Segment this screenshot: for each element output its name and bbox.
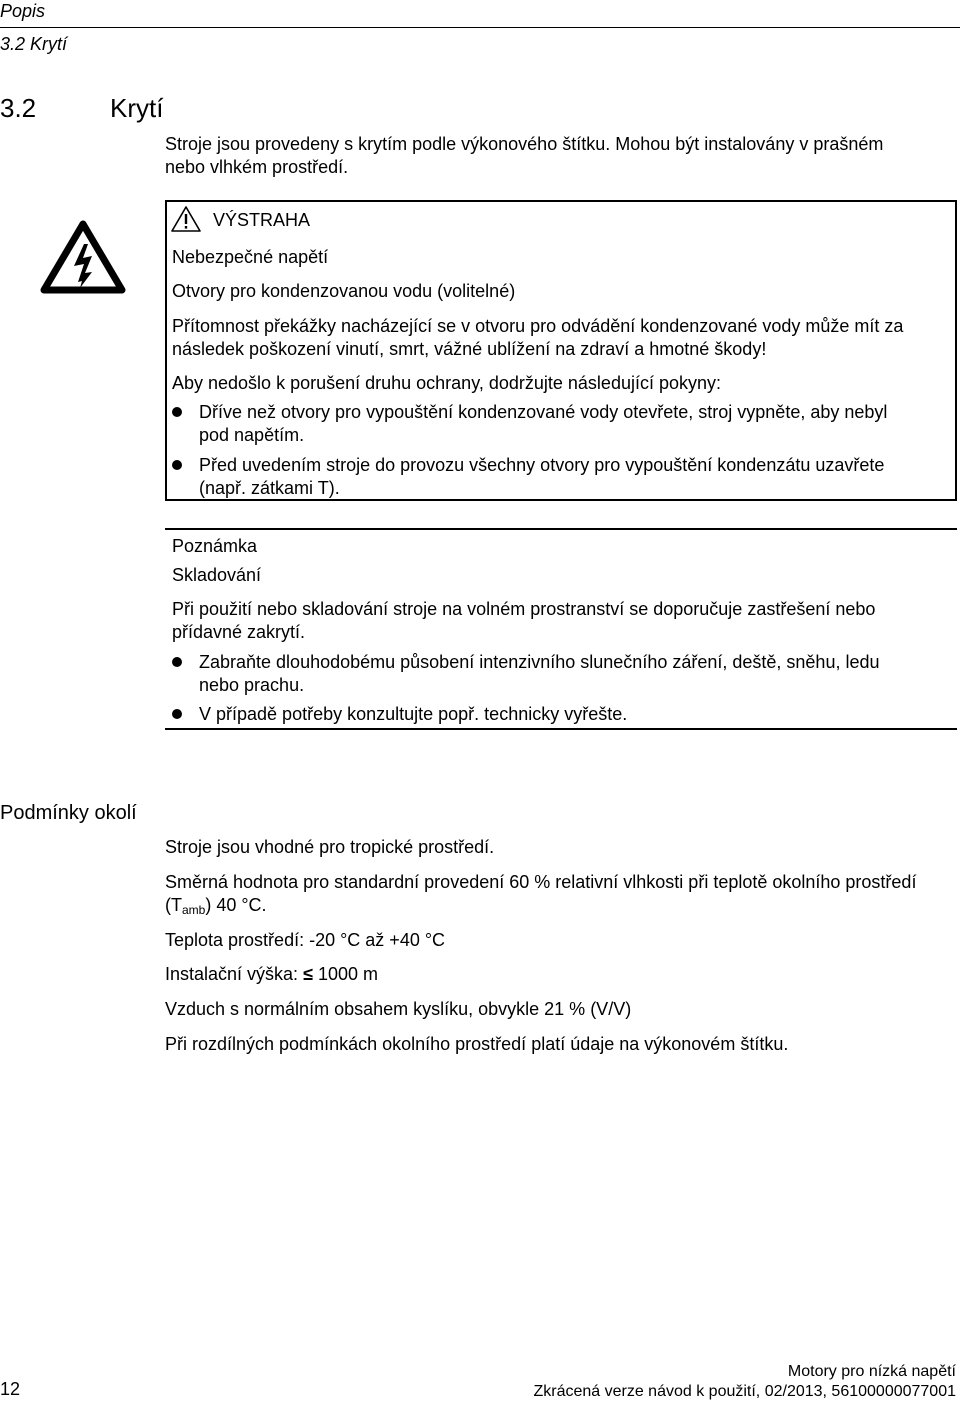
footer-doc-title: Motory pro nízká napětí <box>787 1363 956 1380</box>
warning-subject: Otvory pro kondenzovanou vodu (volitelné) <box>172 281 516 301</box>
bullet-icon <box>172 709 182 719</box>
note-text-line1: Při použití nebo skladování stroje na volném prostranství se doporučuje zastřešení nebo <box>172 599 876 619</box>
bullet-icon <box>172 657 182 667</box>
environment-p2-line1: Směrná hodnota pro standardní provedení 60 % relativní vlhkosti při teplotě okolního prostředí <box>165 872 917 892</box>
environment-heading: Podmínky okolí <box>0 802 137 824</box>
section-intro-line2: nebo vlhkém prostředí. <box>165 157 349 177</box>
page-number: 12 <box>0 1379 21 1399</box>
list-item-line1: Před uvedením stroje do provozu všechny otvory pro vypouštění kondenzátu uzavřete <box>199 455 885 475</box>
warning-consequence-line1: Přítomnost překážky nacházející se v otvoru pro odvádění kondenzované vody může mít za <box>172 316 904 336</box>
note-title: Skladování <box>172 565 262 585</box>
exclamation-triangle-icon <box>170 205 202 233</box>
section-number: 3.2 <box>0 93 37 123</box>
header-chapter: Popis <box>0 1 46 21</box>
bullet-icon <box>172 460 182 470</box>
section-title: Krytí <box>110 93 164 123</box>
note-text-line2: přídavné zakrytí. <box>172 622 306 642</box>
list-item-line2: (např. zátkami T). <box>199 478 340 498</box>
section-intro-line1: Stroje jsou provedeny s krytím podle výkonového štítku. Mohou být instalovány v prašném <box>165 134 884 154</box>
environment-p4-post: 1000 m <box>312 964 378 984</box>
header-rule <box>0 27 960 28</box>
warning-hazard: Nebezpečné napětí <box>172 247 329 267</box>
warning-consequence-line2: následek poškození vinutí, smrt, vážné ublížení na zdraví a hmotné škody! <box>172 339 767 359</box>
environment-p6: Při rozdílných podmínkách okolního prostředí platí údaje na výkonovém štítku. <box>165 1034 789 1054</box>
environment-p2-line2 <box>165 894 267 917</box>
environment-p4-pre: Instalační výška: <box>165 964 304 984</box>
less-equal-symbol: ≤ <box>303 964 313 984</box>
electric-shock-icon <box>40 218 126 296</box>
warning-label: VÝSTRAHA <box>213 210 311 230</box>
footer-doc-info: Zkrácená verze návod k použití, 02/2013, 56100000077001 <box>533 1383 956 1400</box>
warning-instruction: Aby nedošlo k porušení druhu ochrany, dodržujte následující pokyny: <box>172 373 721 393</box>
list-item-line2: pod napětím. <box>199 425 305 445</box>
environment-p3: Teplota prostředí: -20 °C až +40 °C <box>165 930 446 950</box>
environment-p5: Vzduch s normálním obsahem kyslíku, obvykle 21 % (V/V) <box>165 999 632 1019</box>
bullet-icon <box>172 407 182 417</box>
list-item-line1: Dříve než otvory pro vypouštění kondenzované vody otevřete, stroj vypněte, aby nebyl <box>199 402 888 422</box>
environment-p2-sub: amb <box>182 903 206 917</box>
list-item-line2: nebo prachu. <box>199 675 305 695</box>
environment-p4 <box>165 963 378 986</box>
environment-p2-pre: (T <box>165 895 182 915</box>
environment-p2-post: ) 40 °C. <box>205 895 267 915</box>
list-item-line1: Zabraňte dlouhodobému působení intenzivního slunečního záření, deště, sněhu, ledu <box>199 652 880 672</box>
environment-p1: Stroje jsou vhodné pro tropické prostředí. <box>165 837 495 857</box>
header-section: 3.2 Krytí <box>0 34 68 54</box>
list-item-line1: V případě potřeby konzultujte popř. technicky vyřešte. <box>199 704 628 724</box>
note-label: Poznámka <box>172 536 258 556</box>
